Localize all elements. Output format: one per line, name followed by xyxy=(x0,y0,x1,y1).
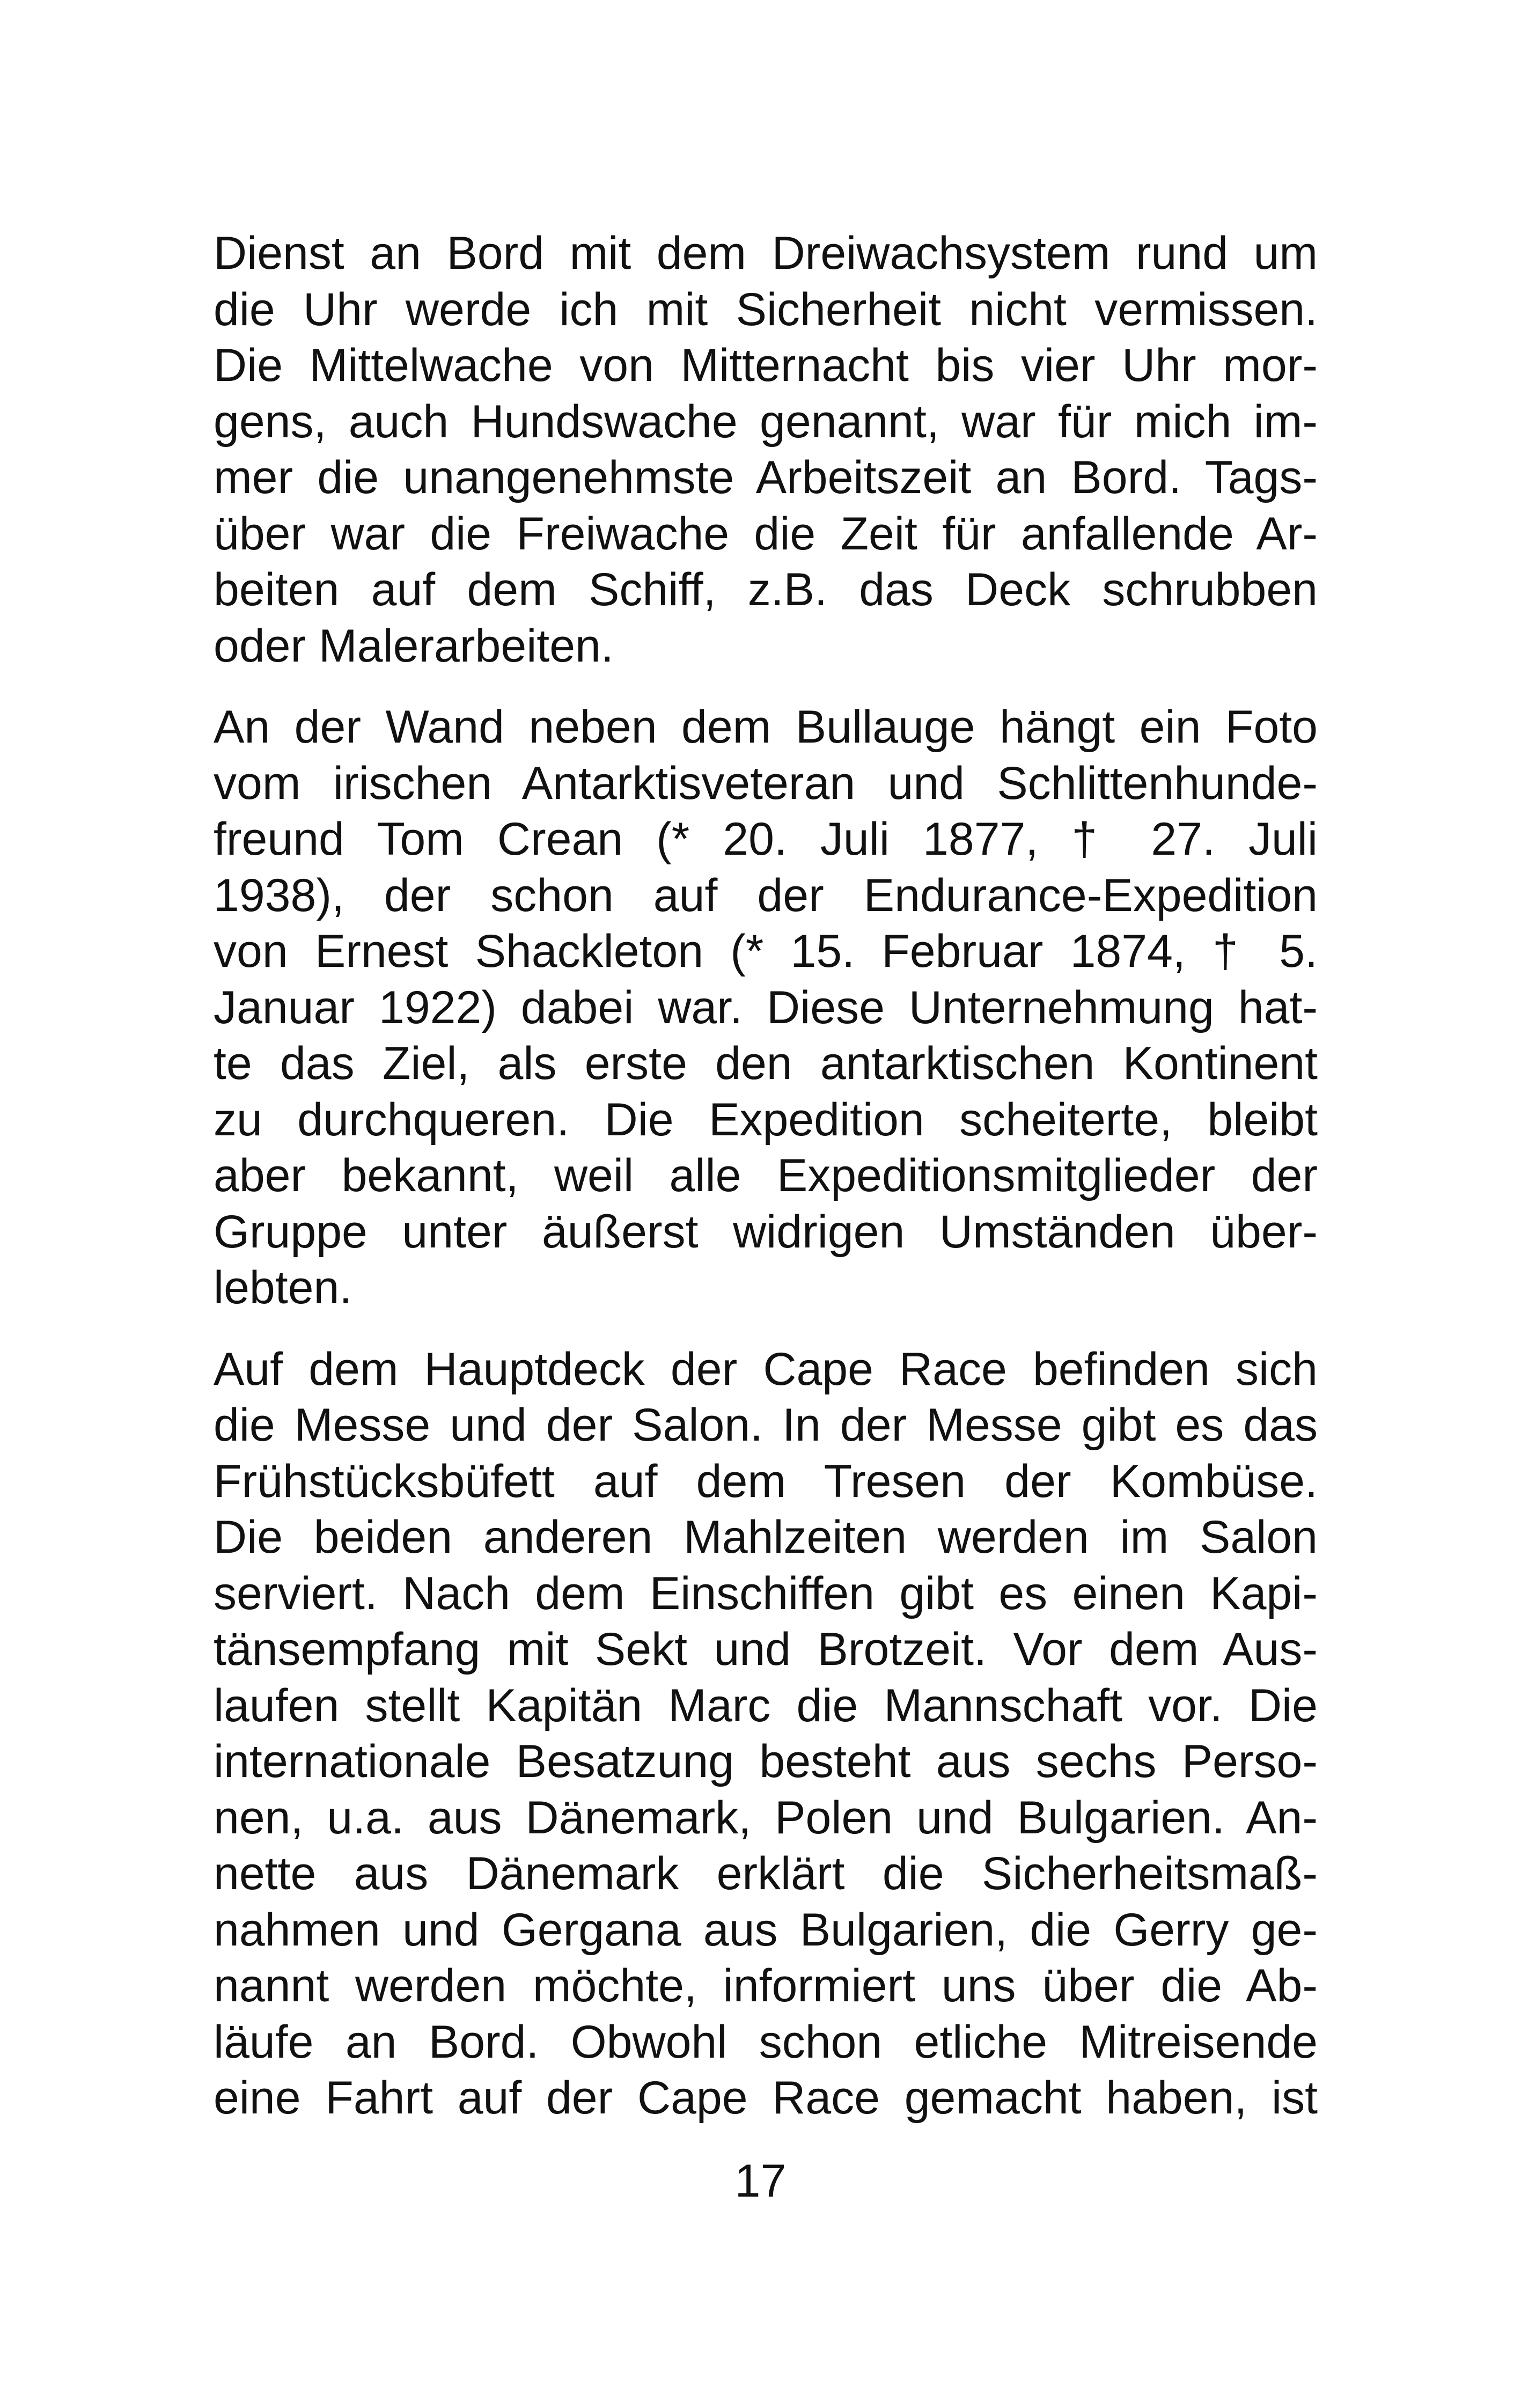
text-line: laufen stellt Kapitän Marc die Mannschaft vor. Die xyxy=(214,1679,1318,1731)
text-line: serviert. Nach dem Einschiffen gibt es einen Kapi- xyxy=(214,1567,1318,1619)
text-line: Auf dem Hauptdeck der Cape Race befinden sich xyxy=(214,1343,1318,1395)
text-line: oder Malerarbeiten. xyxy=(214,620,614,672)
text-line: internationale Besatzung besteht aus sechs Perso- xyxy=(214,1736,1318,1787)
text-line: die Uhr werde ich mit Sicherheit nicht vermissen. xyxy=(214,283,1318,335)
text-line: Die Mittelwache von Mitternacht bis vier Uhr mor- xyxy=(214,340,1318,391)
text-line: Dienst an Bord mit dem Dreiwachsystem rund um xyxy=(214,227,1318,279)
text-line: die Messe und der Salon. In der Messe gibt es das xyxy=(214,1399,1318,1451)
text-line: nette aus Dänemark erklärt die Sicherheitsmaß- xyxy=(214,1848,1318,1899)
text-line: von Ernest Shackleton (* 15. Februar 1874, † 5. xyxy=(214,926,1318,977)
text-line: nannt werden möchte, informiert uns über die Ab- xyxy=(214,1960,1318,2011)
paragraph-1 xyxy=(214,225,1318,674)
text-line: An der Wand neben dem Bullauge hängt ein Foto xyxy=(214,701,1318,753)
text-line: beiten auf dem Schiff, z.B. das Deck schrubben xyxy=(214,564,1318,615)
text-line: Gruppe unter äußerst widrigen Umständen über- xyxy=(214,1206,1318,1258)
text-line: nen, u.a. aus Dänemark, Polen und Bulgarien. An- xyxy=(214,1792,1318,1844)
text-line: zu durchqueren. Die Expedition scheiterte, bleibt xyxy=(214,1093,1318,1146)
text-line: lebten. xyxy=(214,1262,352,1313)
page-number: 17 xyxy=(734,2155,787,2207)
body-text xyxy=(214,225,1318,2126)
text-line: eine Fahrt auf der Cape Race gemacht haben, ist xyxy=(214,2072,1318,2124)
text-line: Frühstücksbüfett auf dem Tresen der Kombüse. xyxy=(214,1455,1318,1507)
text-line: tänsempfang mit Sekt und Brotzeit. Vor dem Aus- xyxy=(214,1624,1318,1675)
text-line: mer die unangenehmste Arbeitszeit an Bord. Tags- xyxy=(214,452,1318,503)
text-line: Januar 1922) dabei war. Diese Unternehmung hat- xyxy=(214,981,1318,1033)
text-line: 1938), der schon auf der Endurance-Expedition xyxy=(214,869,1318,921)
text-line: freund Tom Crean (* 20. Juli 1877, † 27. Juli xyxy=(214,813,1318,865)
text-line: vom irischen Antarktisveteran und Schlittenhunde- xyxy=(214,757,1318,809)
paragraph-2 xyxy=(214,699,1318,1316)
text-line: gens, auch Hundswache genannt, war für mich im- xyxy=(214,395,1318,447)
text-line: aber bekannt, weil alle Expeditionsmitglieder der xyxy=(214,1150,1318,1201)
paragraph-3 xyxy=(214,1341,1318,2126)
text-line: über war die Freiwache die Zeit für anfallende Ar- xyxy=(214,508,1318,560)
text-line: läufe an Bord. Obwohl schon etliche Mitreisende xyxy=(214,2016,1318,2068)
text-line: Die beiden anderen Mahlzeiten werden im Salon xyxy=(214,1511,1318,1563)
text-line: nahmen und Gergana aus Bulgarien, die Gerry ge- xyxy=(214,1904,1318,1956)
text-line: te das Ziel, als erste den antarktischen Kontinent xyxy=(214,1038,1318,1089)
